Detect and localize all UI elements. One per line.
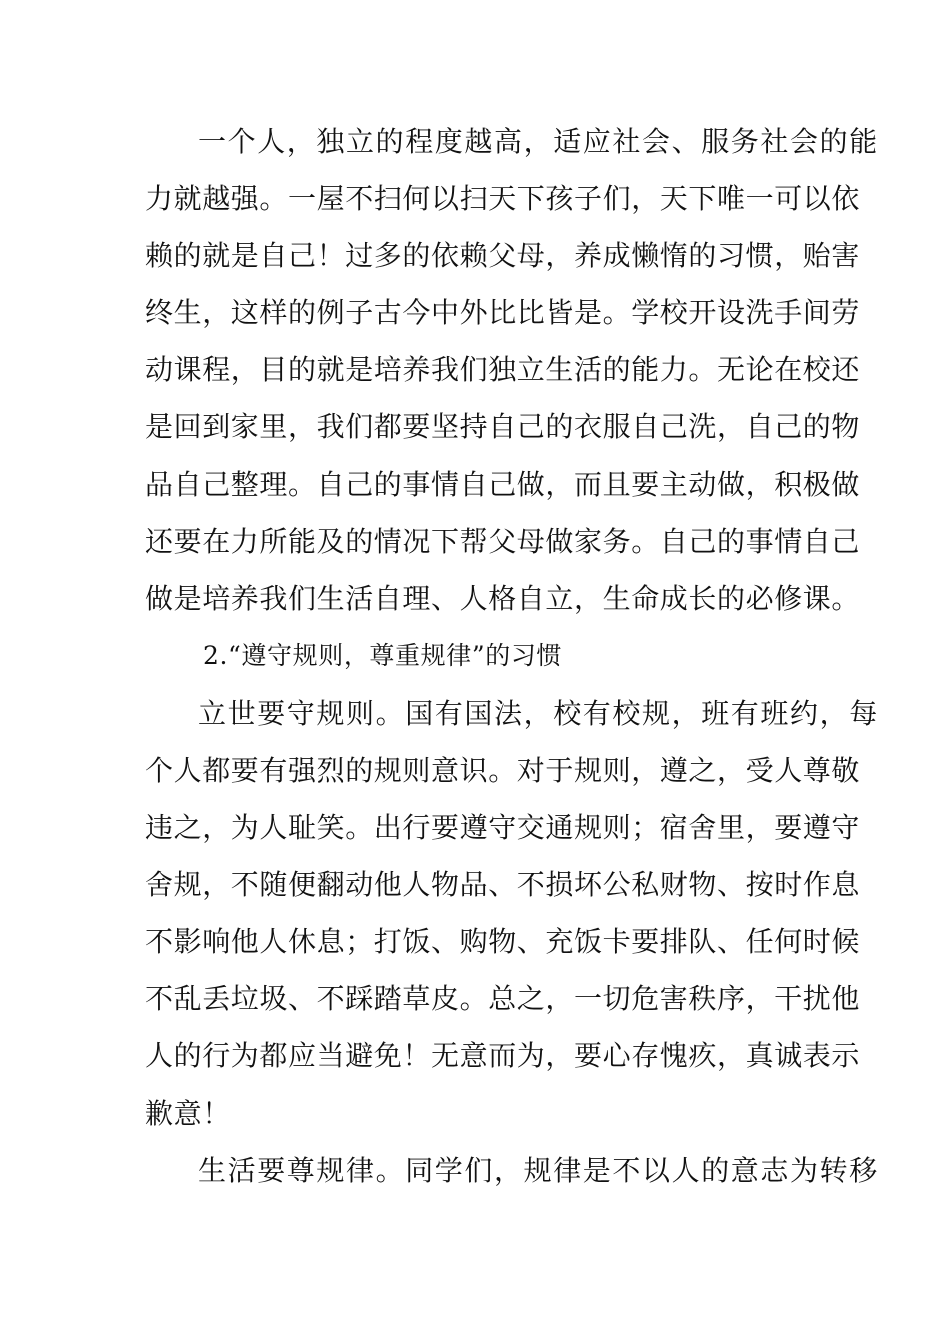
paragraph-line: 动课程，目的就是培养我们独立生活的能力。无论在校还 <box>145 353 861 386</box>
paragraph-line: 是回到家里，我们都要坚持自己的衣服自己洗，自己的物 <box>145 410 861 443</box>
paragraph-line: 终生，这样的例子古今中外比比皆是。学校开设洗手间劳 <box>145 296 861 329</box>
paragraph-line: 还要在力所能及的情况下帮父母做家务。自己的事情自己 <box>145 525 861 558</box>
paragraph-line: 违之，为人耻笑。出行要遵守交通规则；宿舍里，要遵守 <box>145 811 861 844</box>
paragraph-line: 一个人，独立的程度越高，适应社会、服务社会的能 <box>198 125 879 158</box>
paragraph-line: 生活要尊规律。同学们，规律是不以人的意志为转移 <box>198 1154 879 1187</box>
paragraph-line: 做是培养我们生活自理、人格自立，生命成长的必修课。 <box>145 582 861 615</box>
paragraph-line: 舍规，不随便翻动他人物品、不损坏公私财物、按时作息 <box>145 868 861 901</box>
paragraph-line: 不影响他人休息；打饭、购物、充饭卡要排队、任何时候 <box>145 925 861 958</box>
paragraph-line: 歉意！ <box>145 1097 231 1130</box>
paragraph-line: 赖的就是自己！过多的依赖父母，养成懒惰的习惯，贻害 <box>145 239 861 272</box>
paragraph-line: 人的行为都应当避免！无意而为，要心存愧疚，真诚表示 <box>145 1039 861 1072</box>
paragraph-line: 品自己整理。自己的事情自己做，而且要主动做，积极做 <box>145 468 861 501</box>
paragraph-line: 立世要守规则。国有国法，校有校规，班有班约，每 <box>198 697 879 730</box>
paragraph-line: 不乱丢垃圾、不踩踏草皮。总之，一切危害秩序，干扰他 <box>145 982 861 1015</box>
section-heading: 2.“遵守规则，尊重规律”的习惯 <box>203 641 563 670</box>
paragraph-line: 个人都要有强烈的规则意识。对于规则，遵之，受人尊敬 <box>145 754 861 787</box>
paragraph-line: 力就越强。一屋不扫何以扫天下孩子们，天下唯一可以依 <box>145 182 861 215</box>
